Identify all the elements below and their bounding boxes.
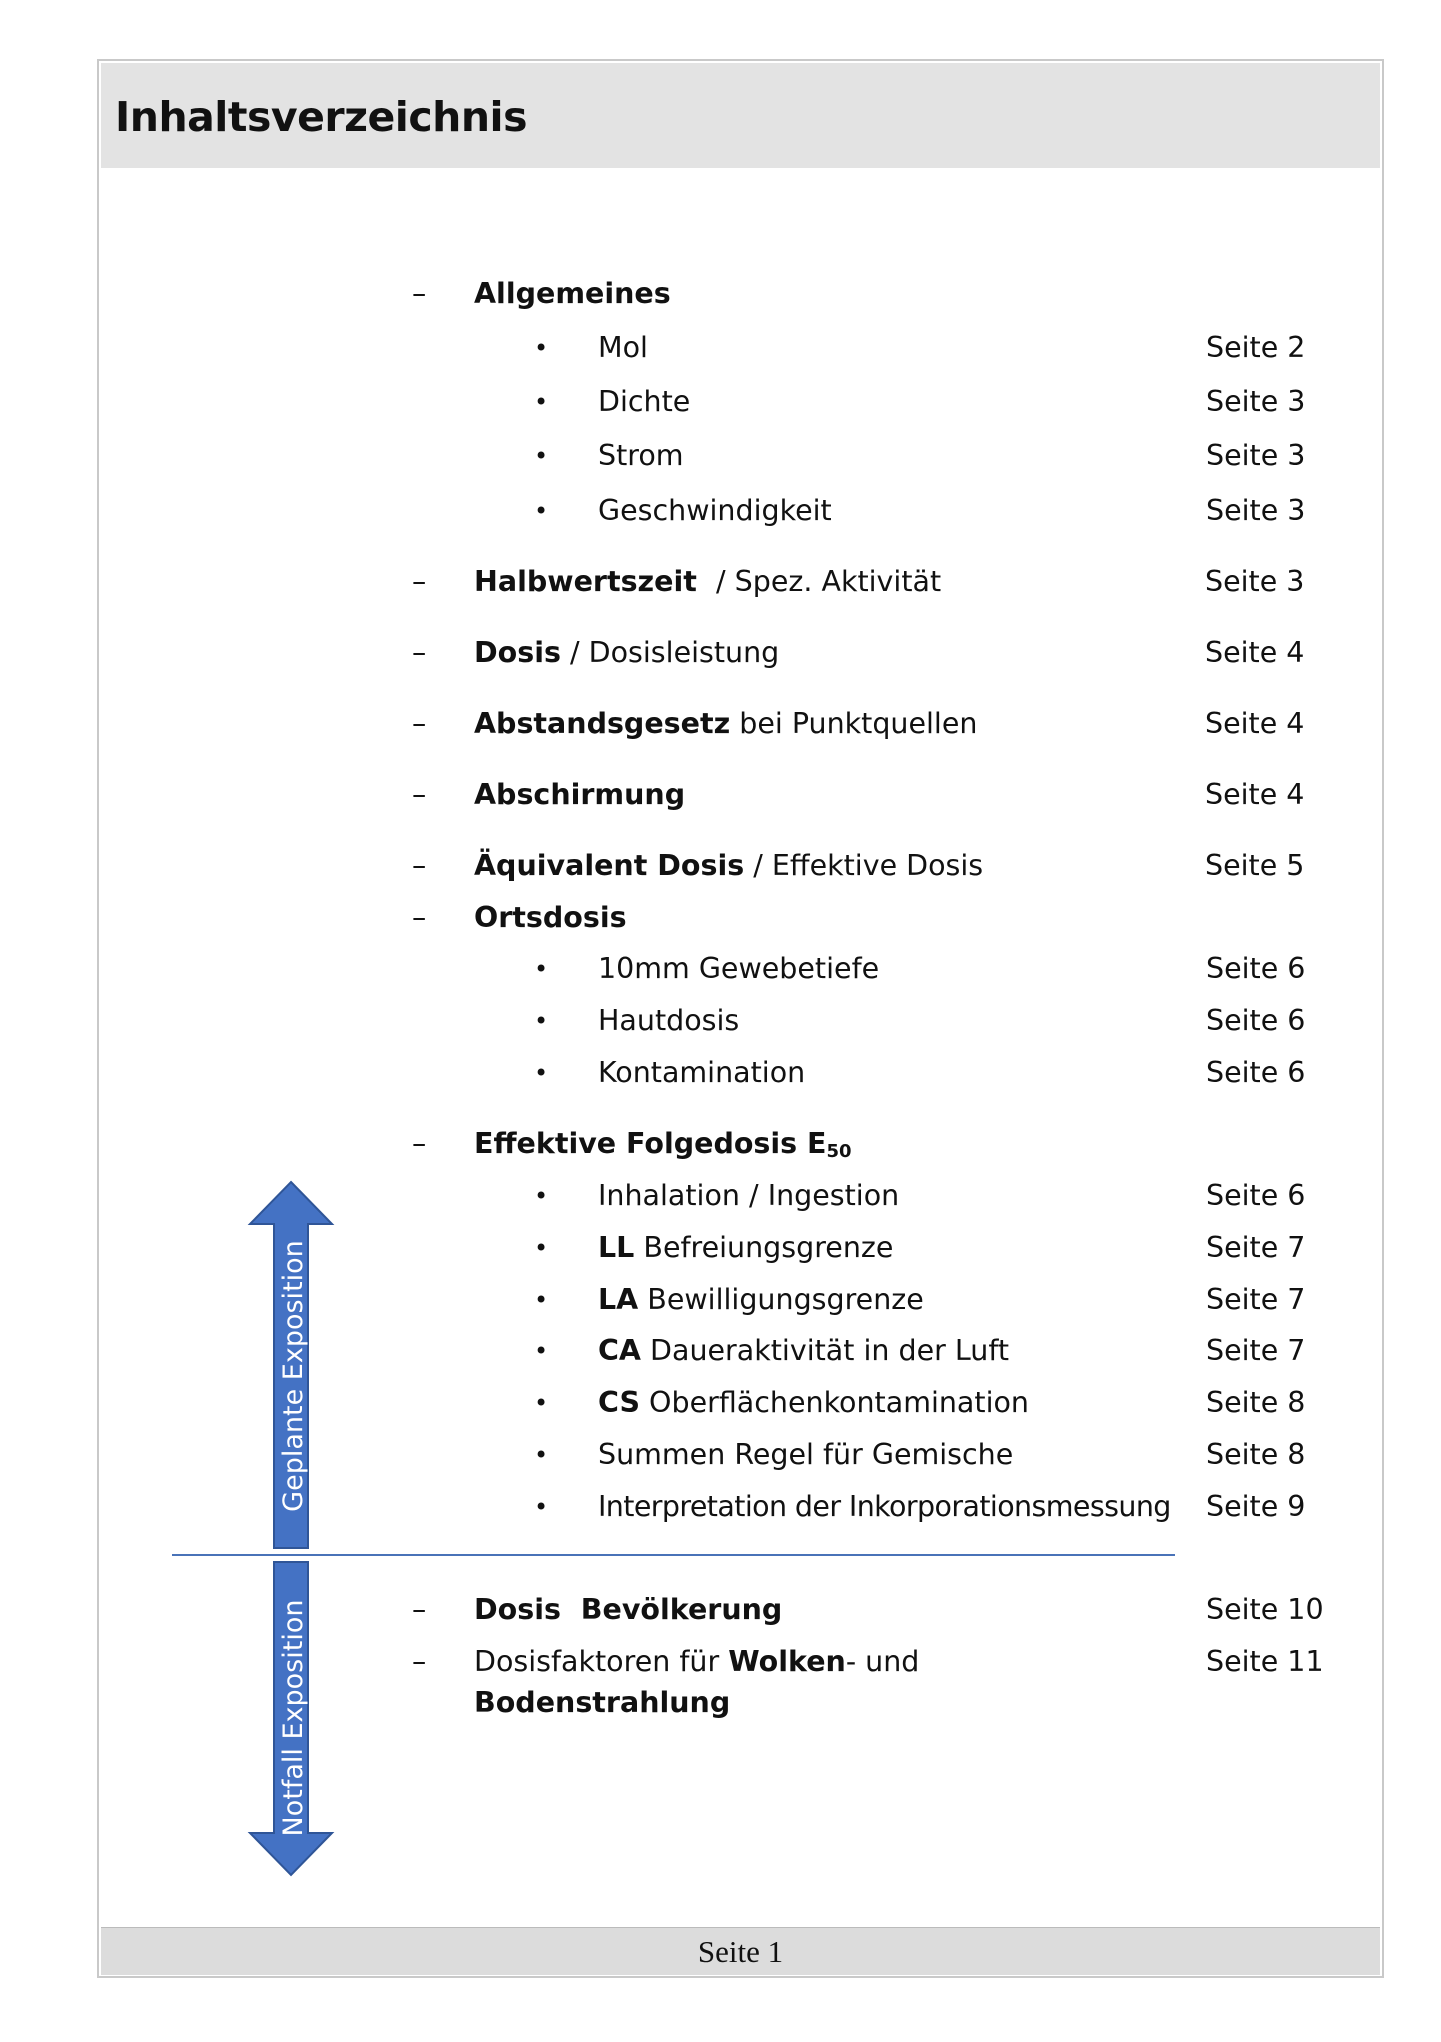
page-reference: Seite 4: [1205, 778, 1305, 811]
page-reference: Seite 4: [1205, 636, 1305, 669]
bullet-marker: •: [534, 442, 549, 470]
toc-subitem-label: Summen Regel für Gemische: [598, 1438, 1014, 1471]
dash-marker: –: [412, 1127, 427, 1160]
page-reference: Seite 7: [1206, 1334, 1306, 1367]
abbreviation: LA: [598, 1283, 639, 1316]
toc-heading-bold: Bodenstrahlung: [474, 1686, 731, 1719]
toc-subitem-label: [598, 1333, 1009, 1369]
bullet-marker: •: [534, 1182, 549, 1210]
toc-subitem-label: Interpretation der Inkorporationsmessung: [598, 1490, 1171, 1523]
toc-heading-bold: Äquivalent Dosis: [474, 849, 745, 882]
toc-subitem-label: [598, 1230, 893, 1266]
footer-bar: [101, 1927, 1380, 1975]
toc-heading-suffix: bei Punktquellen: [730, 707, 978, 740]
toc-subitem-label: Dichte: [598, 385, 691, 418]
page-reference: Seite 2: [1206, 331, 1306, 364]
dash-marker: –: [412, 1593, 427, 1626]
page-reference: Seite 3: [1206, 385, 1306, 418]
page-reference: Seite 6: [1206, 1004, 1306, 1037]
page-reference: Seite 11: [1206, 1645, 1324, 1678]
toc-heading: [474, 706, 977, 742]
bullet-marker: •: [534, 1059, 549, 1087]
subitem-text: Bewilligungsgrenze: [638, 1283, 924, 1316]
bullet-marker: •: [534, 1389, 549, 1417]
page-reference: Seite 7: [1206, 1231, 1306, 1264]
toc-heading: [474, 635, 779, 671]
bullet-marker: •: [534, 1286, 549, 1314]
page-reference: Seite 3: [1205, 565, 1305, 598]
page-title: Inhaltsverzeichnis: [115, 93, 527, 141]
dash-marker: –: [412, 565, 427, 598]
toc-subitem-label: [598, 1282, 924, 1318]
toc-heading: Halbwertszeit: [474, 565, 697, 598]
page-reference: Seite 6: [1206, 1179, 1306, 1212]
toc-heading-bold: Wolken: [728, 1645, 846, 1678]
page-reference: Seite 6: [1206, 952, 1306, 985]
bullet-marker: •: [534, 1493, 549, 1521]
toc-subitem-label: Inhalation / Ingestion: [598, 1179, 900, 1212]
page-reference: Seite 8: [1206, 1386, 1306, 1419]
toc-heading-suffix: / Effektive Dosis: [744, 849, 984, 882]
toc-subitem-label: Hautdosis: [598, 1004, 740, 1037]
page-reference: Seite 7: [1206, 1283, 1306, 1316]
abbreviation: LL: [598, 1231, 635, 1264]
bullet-marker: •: [534, 497, 549, 525]
subscript-index: 50: [826, 1141, 852, 1162]
bullet-marker: •: [534, 1337, 549, 1365]
toc-heading: Abschirmung: [474, 778, 686, 811]
toc-heading: [474, 848, 983, 884]
header-bar: [101, 63, 1380, 168]
subitem-text: Daueraktivität in der Luft: [640, 1334, 1010, 1367]
dash-marker: –: [412, 901, 427, 934]
toc-heading: Dosis Bevölkerung: [474, 1593, 783, 1626]
bullet-marker: •: [534, 1441, 549, 1469]
dash-marker: –: [412, 849, 427, 882]
toc-heading-text: - und: [845, 1645, 929, 1678]
toc-heading-text: Dosisfaktoren für: [474, 1645, 729, 1678]
subitem-text: Befreiungsgrenze: [634, 1231, 894, 1264]
bullet-marker: •: [534, 334, 549, 362]
toc-heading-bold: Dosis: [474, 636, 561, 669]
toc-subitem-label: Kontamination: [598, 1056, 806, 1089]
page-reference: Seite 5: [1205, 849, 1305, 882]
page-reference: Seite 6: [1206, 1056, 1306, 1089]
page-number: Seite 1: [697, 1934, 784, 1969]
toc-subitem-label: Mol: [598, 331, 648, 364]
dash-marker: –: [412, 636, 427, 669]
toc-heading-suffix: / Spez. Aktivität: [716, 565, 942, 598]
dash-marker: –: [412, 277, 427, 310]
bullet-marker: •: [534, 388, 549, 416]
page-reference: Seite 3: [1206, 494, 1306, 527]
toc-subitem-label: Geschwindigkeit: [598, 494, 832, 527]
toc-heading-bold: Abstandsgesetz: [474, 707, 731, 740]
dash-marker: –: [412, 707, 427, 740]
page-reference: Seite 10: [1206, 1593, 1324, 1626]
toc-heading: [474, 1126, 852, 1170]
toc-heading: [474, 1641, 1034, 1723]
page-reference: Seite 9: [1206, 1490, 1306, 1523]
geplante-exposition-label: Geplante Exposition: [278, 1240, 309, 1512]
subitem-text: Oberflächenkontamination: [639, 1386, 1029, 1419]
toc-subitem-label: Strom: [598, 439, 684, 472]
toc-heading: Allgemeines: [474, 277, 671, 310]
toc-subitem-label: 10mm Gewebetiefe: [598, 952, 880, 985]
toc-subitem-label: [598, 1385, 1029, 1421]
bullet-marker: •: [534, 1007, 549, 1035]
notfall-exposition-label: Notfall Exposition: [278, 1599, 309, 1837]
page-reference: Seite 4: [1205, 707, 1305, 740]
dash-marker: –: [412, 778, 427, 811]
toc-heading: Ortsdosis: [474, 901, 627, 934]
abbreviation: CS: [598, 1386, 640, 1419]
dash-marker: –: [412, 1645, 427, 1678]
toc-heading-text: Effektive Folgedosis E: [474, 1127, 827, 1160]
bullet-marker: •: [534, 955, 549, 983]
abbreviation: CA: [598, 1334, 641, 1367]
toc-heading-suffix: / Dosisleistung: [560, 636, 780, 669]
bullet-marker: •: [534, 1234, 549, 1262]
page-reference: Seite 8: [1206, 1438, 1306, 1471]
page-reference: Seite 3: [1206, 439, 1306, 472]
